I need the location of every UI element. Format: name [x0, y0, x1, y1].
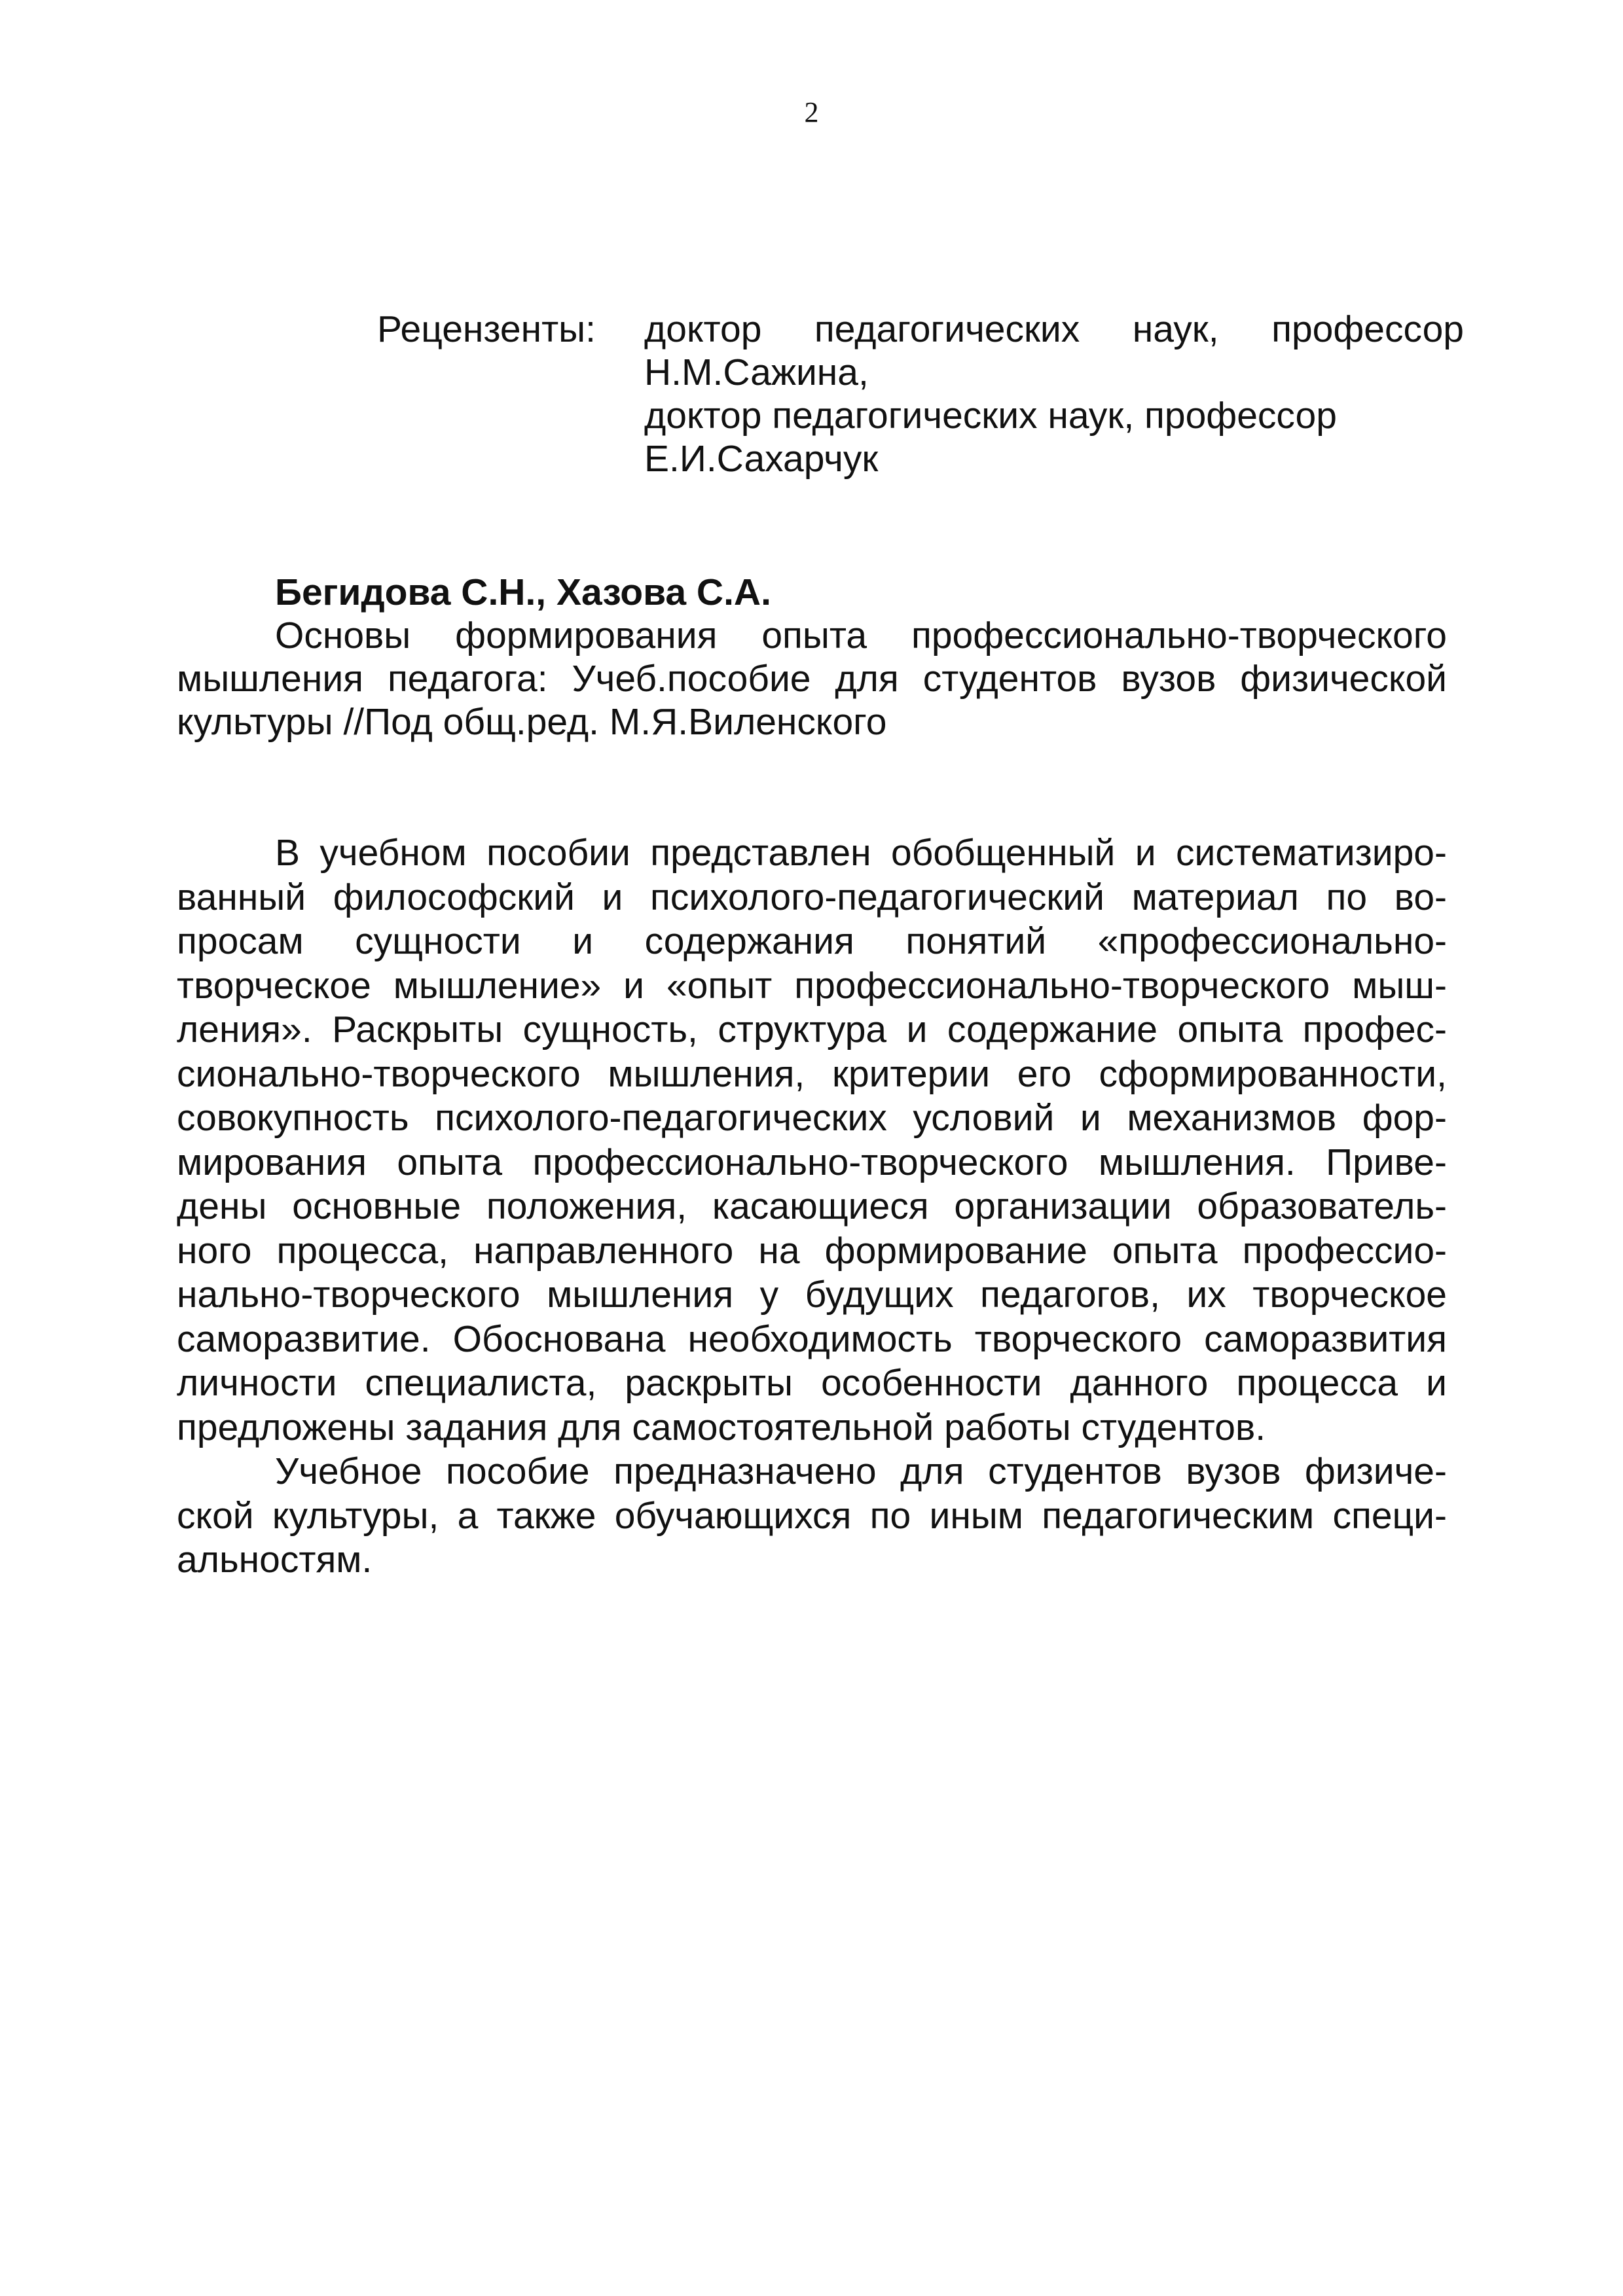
annotation-line: В учебном пособии представлен обобщенный и систематизиро-	[275, 832, 1447, 874]
annotation-paragraph-2	[177, 1450, 1447, 1583]
annotation-line: предложены задания для самостоятельной работы студентов.	[177, 1406, 1266, 1448]
annotation-line: Учебное пособие предназначено для студентов вузов физиче-	[275, 1450, 1447, 1492]
annotation-line: мирования опыта профессионально-творческого мышления. Приве-	[177, 1141, 1447, 1183]
annotation-paragraph-1	[177, 831, 1447, 1450]
annotation-line: дены основные положения, касающиеся организации образователь-	[177, 1185, 1447, 1227]
reviewers-list	[644, 308, 1464, 480]
reviewer-title: доктор педагогических наук, профессор	[644, 395, 1337, 437]
annotation-line: просам сущности и содержания понятий «профессионально-	[177, 920, 1447, 962]
reviewer-entry	[644, 394, 1464, 480]
book-description-line: культуры //Под общ.ред. М.Я.Виленского	[177, 701, 887, 743]
reviewers-label: Рецензенты:	[377, 308, 596, 350]
annotation-line: ного процесса, направленного на формирование опыта профессио-	[177, 1229, 1447, 1272]
annotation-line: ской культуры, а также обучающихся по иным педагогическим специ-	[177, 1494, 1447, 1537]
annotation-line: нально-творческого мышления у будущих педагогов, их творческое	[177, 1274, 1447, 1316]
reviewers-block	[377, 308, 1464, 480]
annotation-line: саморазвитие. Обоснована необходимость творческого саморазвития	[177, 1318, 1447, 1360]
annotation	[177, 831, 1447, 1583]
book-description-line: Основы формирования опыта профессионально-творческого	[275, 615, 1447, 656]
page-number: 2	[804, 96, 819, 128]
bibliographic-record	[177, 571, 1447, 744]
reviewer-entry	[644, 308, 1464, 394]
annotation-line: ванный философский и психолого-педагогический материал по во-	[177, 876, 1447, 918]
annotation-line: альностям.	[177, 1539, 373, 1581]
reviewer-name: Н.М.Сажина,	[644, 351, 869, 393]
reviewer-title: доктор педагогических наук, профессор	[644, 308, 1464, 350]
book-description-line: мышления педагога: Учеб.пособие для студентов вузов физической	[177, 658, 1447, 700]
book-description	[177, 614, 1447, 744]
annotation-line: творческое мышление» и «опыт профессионально-творческого мыш-	[177, 964, 1447, 1007]
annotation-line: личности специалиста, раскрыты особенности данного процесса и	[177, 1362, 1447, 1404]
annotation-line: сионально-творческого мышления, критерии его сформированности,	[177, 1052, 1447, 1095]
annotation-line: ления». Раскрыты сущность, структура и содержание опыта профес-	[177, 1009, 1447, 1050]
reviewer-name: Е.И.Сахарчук	[644, 438, 879, 480]
book-authors: Бегидова С.Н., Хазова С.А.	[275, 571, 771, 613]
annotation-line: совокупность психолого-педагогических условий и механизмов фор-	[177, 1097, 1447, 1139]
